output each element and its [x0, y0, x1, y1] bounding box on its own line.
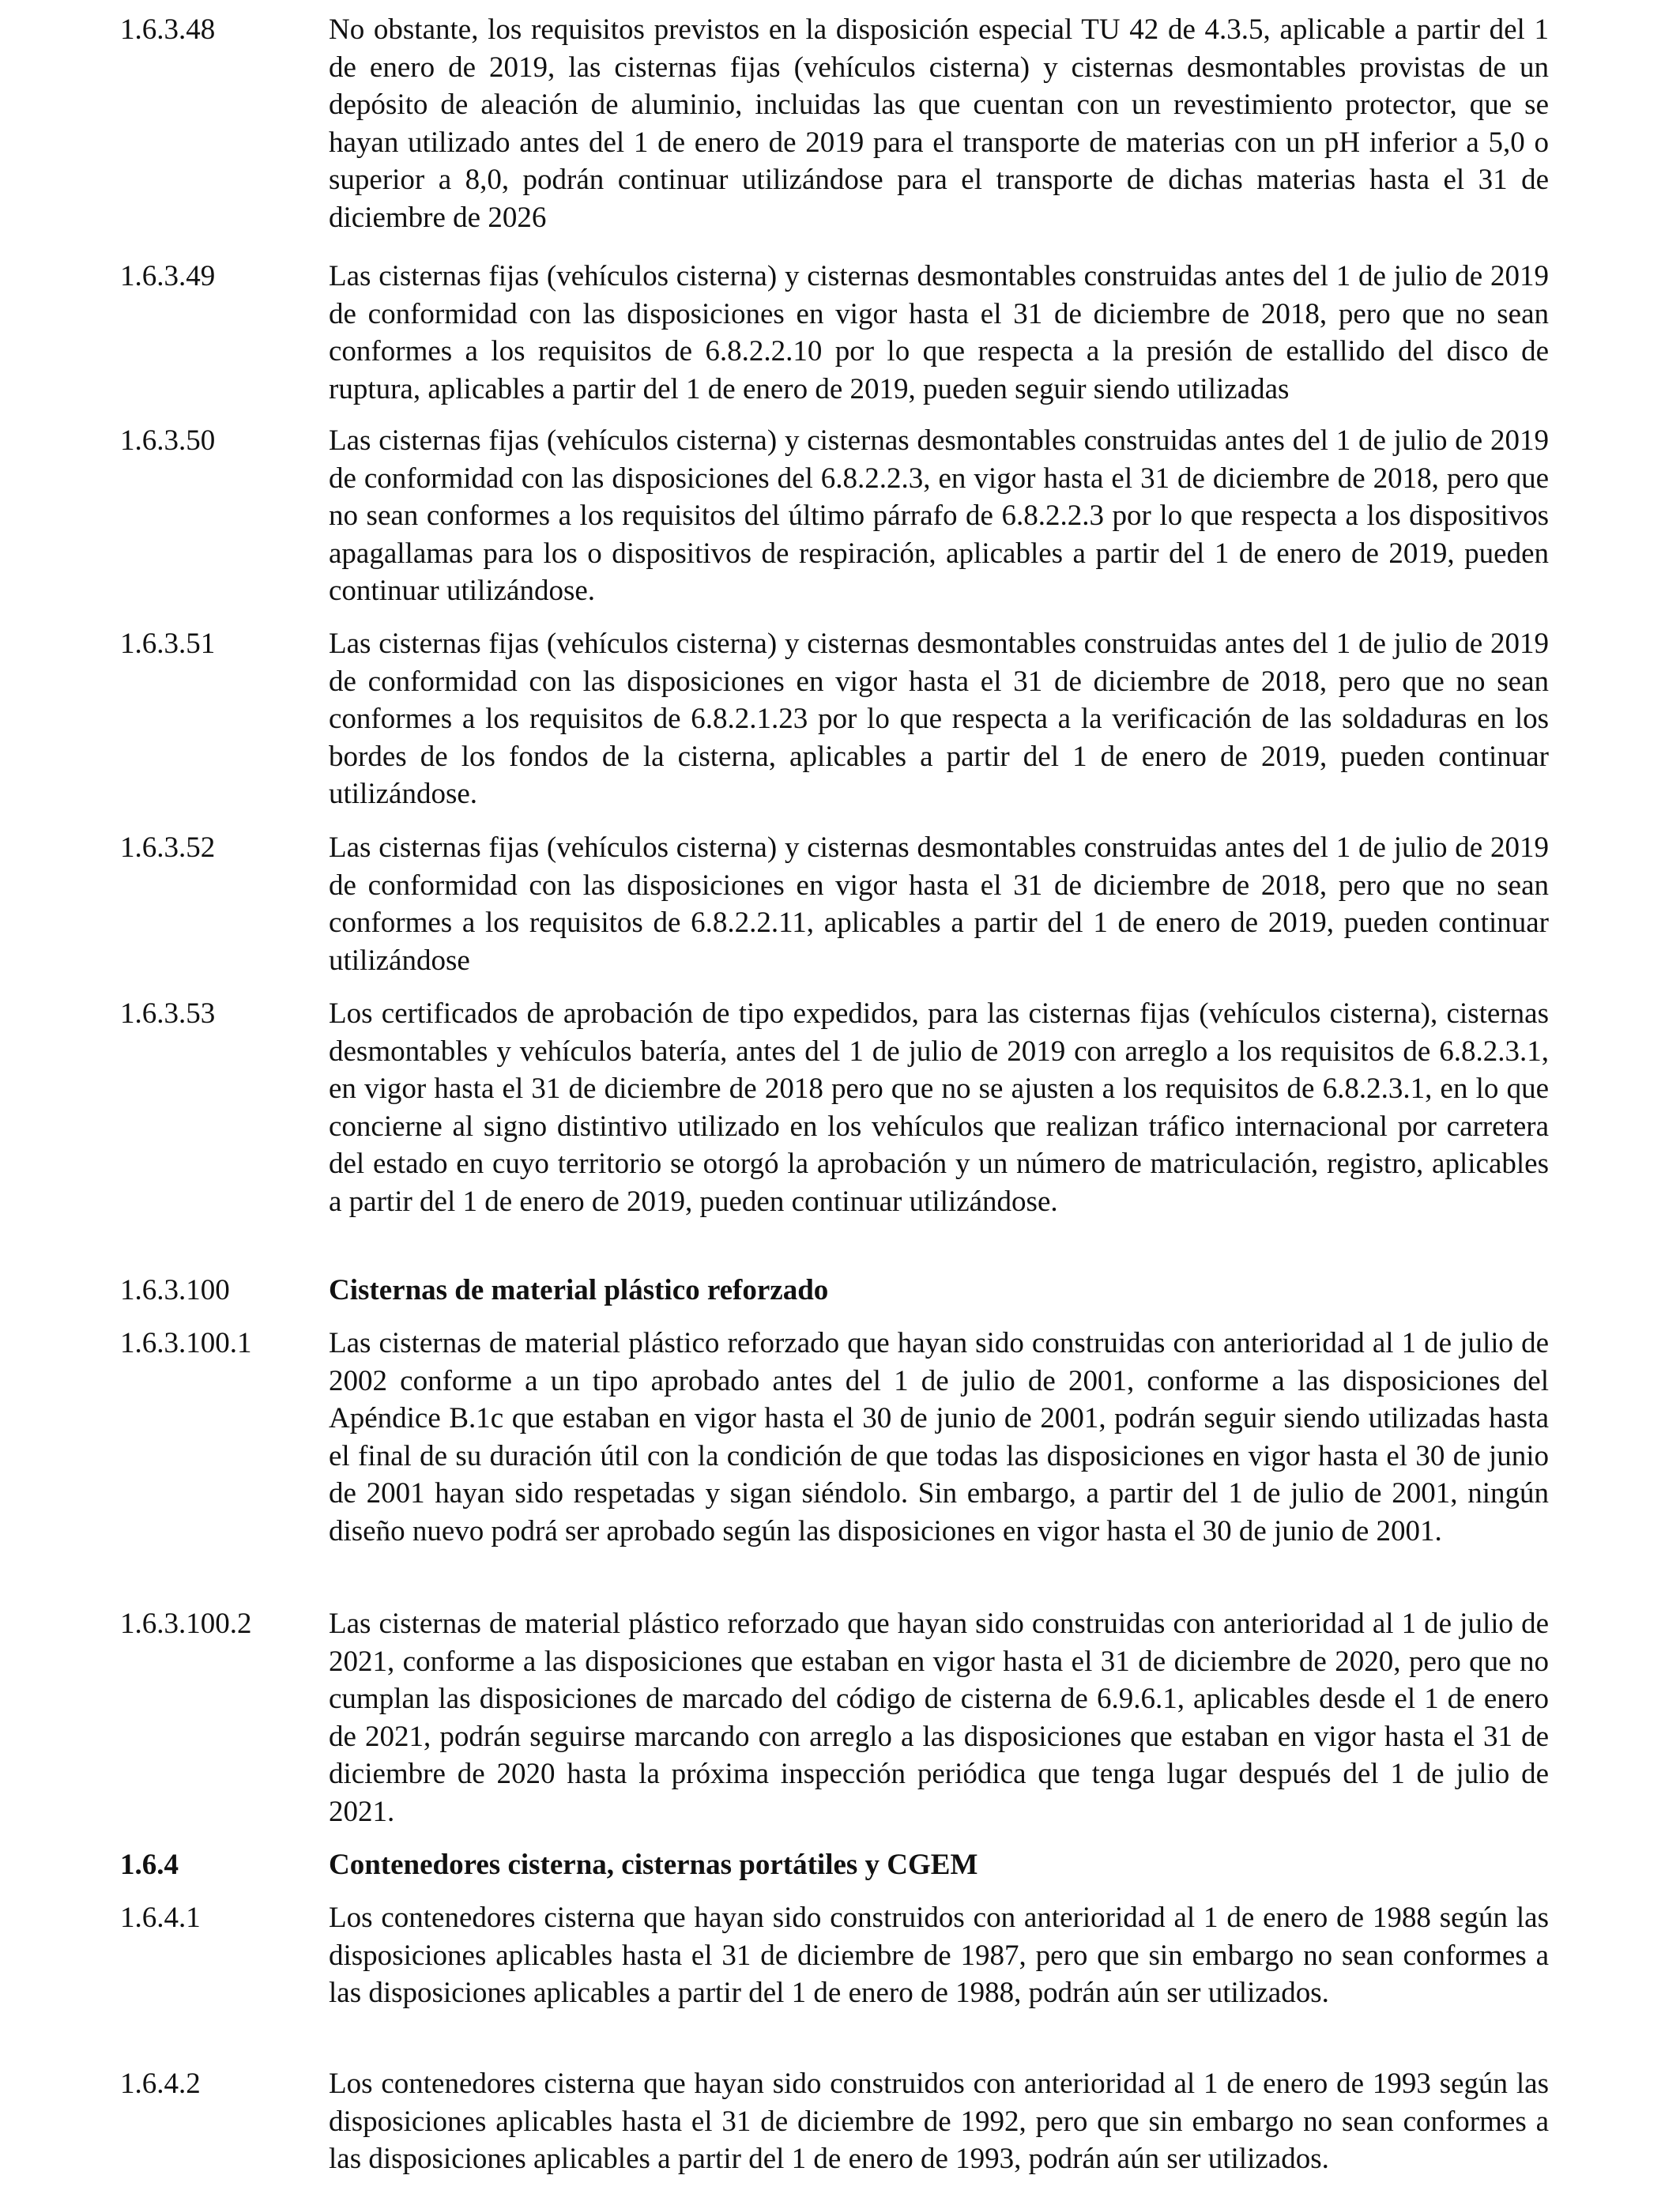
section-text: Las cisternas fijas (vehículos cisterna) y cisternas desmontables construidas antes del 1 de julio de 2019 de conformidad con las disposiciones del 6.8.2.2.3, en vigor hasta el 31 de diciembre de 2018, pero que no sean conformes a los requisitos del último párrafo de 6.8.2.2.3 por lo que respecta a los dispositivos apagallamas para los o dispositivos de respiración, aplicables a partir del 1 de enero de 2019, pueden continuar utilizándose.	[329, 424, 1549, 607]
section-1-6-4-2	[120, 2065, 1549, 2178]
section-number: 1.6.3.50	[120, 424, 216, 457]
section-text: Las cisternas de material plástico reforzado que hayan sido construidas con anterioridad al 1 de julio de 2002 conforme a un tipo aprobado antes del 1 de julio de 2001, conforme a las disposiciones del Apéndice B.1c que estaban en vigor hasta el 30 de junio de 2001, podrán seguir siendo utilizadas hasta el final de su duración útil con la condición de que todas las disposiciones en vigor hasta el 30 de junio de 2001 hayan sido respetadas y sigan siéndolo. Sin embargo, a partir del 1 de julio de 2001, ningún diseño nuevo podrá ser aprobado según las disposiciones en vigor hasta el 30 de junio de 2001.	[329, 1327, 1549, 1547]
section-text: Las cisternas fijas (vehículos cisterna) y cisternas desmontables construidas antes del 1 de julio de 2019 de conformidad con las disposiciones en vigor hasta el 31 de diciembre de 2018, pero que no sean conformes a los requisitos de 6.8.2.1.23 por lo que respecta a la verificación de las soldaduras en los bordes de los fondos de la cisterna, aplicables a partir del 1 de enero de 2019, pueden continuar utilizándose.	[329, 628, 1549, 810]
section-1-6-3-53	[120, 995, 1549, 1220]
section-1-6-3-49	[120, 258, 1549, 408]
section-1-6-4-1	[120, 1899, 1549, 2012]
section-text: Las cisternas fijas (vehículos cisterna) y cisternas desmontables construidas antes del 1 de julio de 2019 de conformidad con las disposiciones en vigor hasta el 31 de diciembre de 2018, pero que no sean conformes a los requisitos de 6.8.2.2.11, aplicables a partir del 1 de enero de 2019, pueden continuar utilizándose	[329, 831, 1549, 977]
section-number: 1.6.3.100.2	[120, 1608, 252, 1640]
section-text: No obstante, los requisitos previstos en la disposición especial TU 42 de 4.3.5, aplicable a partir del 1 de enero de 2019, las cisternas fijas (vehículos cisterna) y cisternas desmontables provistas de un depósito de aleación de aluminio, incluidas las que cuentan con un revestimiento protector, que se hayan utilizado antes del 1 de enero de 2019 para el transporte de materias con un pH inferior a 5,0 o superior a 8,0, podrán continuar utilizándose para el transporte de dichas materias hasta el 31 de diciembre de 2026	[329, 13, 1549, 234]
section-text: Los certificados de aprobación de tipo expedidos, para las cisternas fijas (vehículos cisterna), cisternas desmontables y vehículos batería, antes del 1 de julio de 2019 con arreglo a los requisitos de 6.8.2.3.1, en vigor hasta el 31 de diciembre de 2018 pero que no se ajusten a los requisitos de 6.8.2.3.1, en lo que concierne al signo distintivo utilizado en los vehículos que realizan tráfico internacional por carretera del estado en cuyo territorio se otorgó la aprobación y un número de matriculación, registro, aplicables a partir del 1 de enero de 2019, pueden continuar utilizándose.	[329, 997, 1549, 1218]
section-1-6-3-52	[120, 829, 1549, 979]
section-number: 1.6.4.1	[120, 1902, 201, 1934]
section-text: Los contenedores cisterna que hayan sido construidos con anterioridad al 1 de enero de 1988 según las disposiciones aplicables hasta el 31 de diciembre de 1987, pero que sin embargo no sean conformes a las disposiciones aplicables a partir del 1 de enero de 1988, podrán aún ser utilizados.	[329, 1902, 1549, 2009]
section-number: 1.6.3.48	[120, 13, 216, 46]
section-heading: Cisternas de material plástico reforzado	[329, 1274, 829, 1306]
section-1-6-3-100	[120, 1272, 1549, 1310]
section-number: 1.6.3.53	[120, 997, 216, 1030]
section-1-6-3-100-2	[120, 1605, 1549, 1830]
section-number: 1.6.3.52	[120, 831, 216, 864]
section-number: 1.6.3.100.1	[120, 1327, 252, 1359]
section-text: Las cisternas de material plástico reforzado que hayan sido construidas con anterioridad al 1 de julio de 2021, conforme a las disposiciones que estaban en vigor hasta el 31 de diciembre de 2020, pero que no cumplan las disposiciones de marcado del código de cisterna de 6.9.6.1, aplicables desde el 1 de enero de 2021, podrán seguirse marcando con arreglo a las disposiciones que estaban en vigor hasta el 31 de diciembre de 2020 hasta la próxima inspección periódica que tenga lugar después del 1 de julio de 2021.	[329, 1608, 1549, 1828]
section-number: 1.6.3.51	[120, 628, 216, 660]
section-number: 1.6.4.2	[120, 2068, 201, 2100]
section-1-6-3-50	[120, 422, 1549, 610]
section-heading: Contenedores cisterna, cisternas portátiles y CGEM	[329, 1849, 978, 1881]
section-number: 1.6.3.49	[120, 260, 216, 292]
section-1-6-3-51	[120, 625, 1549, 813]
section-text: Los contenedores cisterna que hayan sido construidos con anterioridad al 1 de enero de 1993 según las disposiciones aplicables hasta el 31 de diciembre de 1992, pero que sin embargo no sean conformes a las disposiciones aplicables a partir del 1 de enero de 1993, podrán aún ser utilizados.	[329, 2068, 1549, 2175]
section-number: 1.6.3.100	[120, 1274, 230, 1306]
section-1-6-3-48	[120, 11, 1549, 236]
section-number: 1.6.4	[120, 1849, 179, 1881]
section-1-6-3-100-1	[120, 1325, 1549, 1550]
section-text: Las cisternas fijas (vehículos cisterna) y cisternas desmontables construidas antes del 1 de julio de 2019 de conformidad con las disposiciones en vigor hasta el 31 de diciembre de 2018, pero que no sean conformes a los requisitos de 6.8.2.2.10 por lo que respecta a la presión de estallido del disco de ruptura, aplicables a partir del 1 de enero de 2019, pueden seguir siendo utilizadas	[329, 260, 1549, 405]
section-1-6-4	[120, 1846, 1549, 1884]
